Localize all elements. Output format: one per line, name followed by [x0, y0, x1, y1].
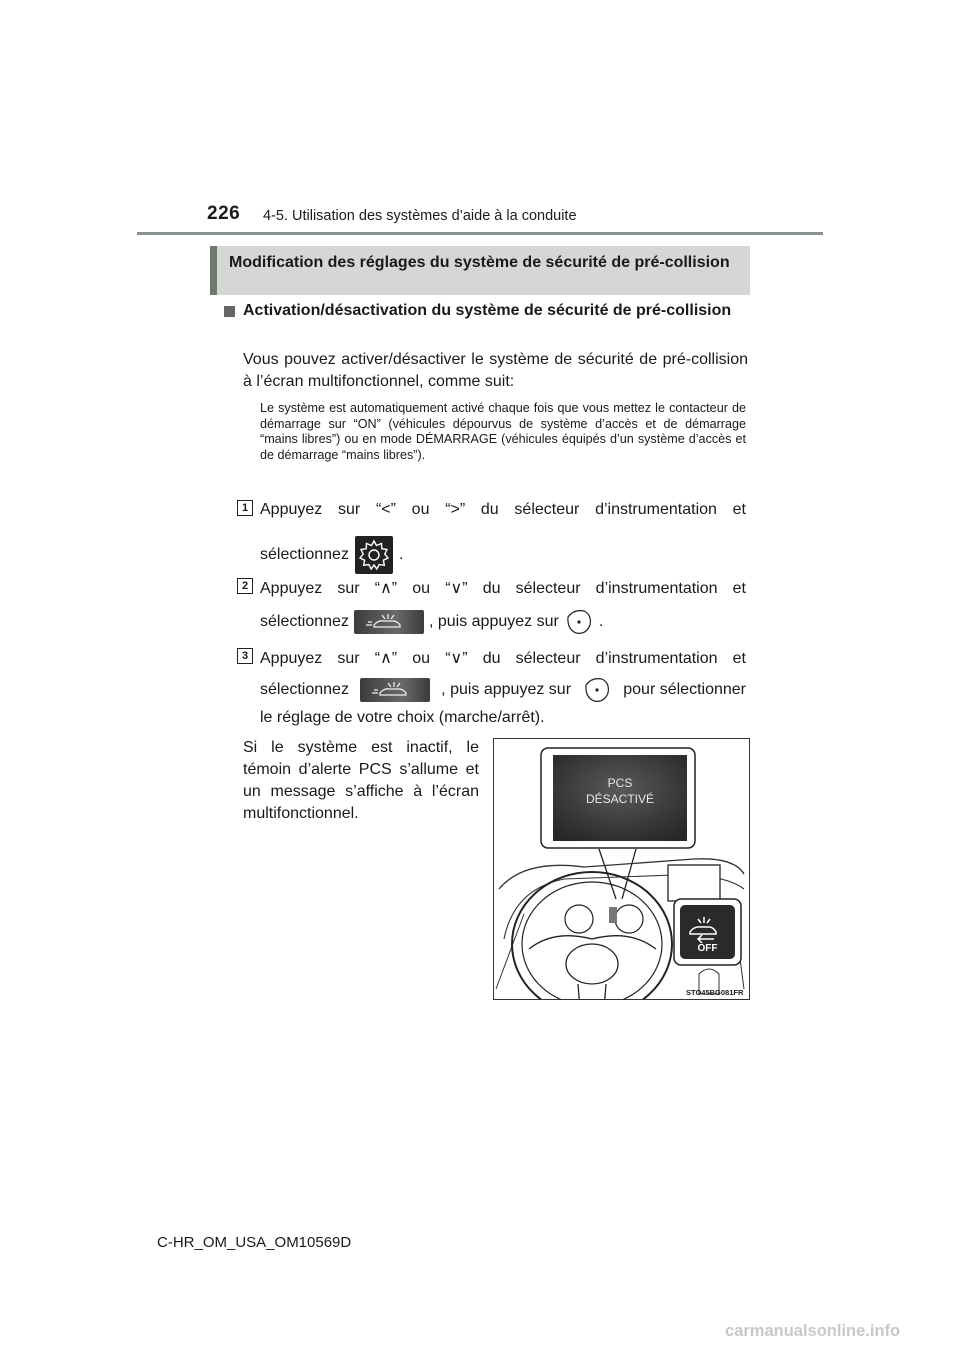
step-2-select-label: sélectionnez [260, 613, 349, 630]
step-1-line1: Appuyez sur “<” ou “>” du sélecteur d’instrumentation et [260, 501, 746, 518]
section-heading [210, 246, 750, 295]
chapter-title: 4-5. Utilisation des systèmes d’aide à la conduite [263, 208, 577, 224]
settings-gear-icon [355, 536, 393, 574]
watermark: carmanualsonline.info [725, 1322, 901, 1340]
off-switch-label: OFF [697, 943, 718, 954]
header-divider [137, 232, 823, 235]
display-line1: PCS [607, 776, 633, 790]
step-3-to-select: pour sélectionner [623, 681, 746, 698]
step-3-line1: Appuyez sur “∧” ou “∨” du sélecteur d’instrumentation et [260, 650, 746, 667]
subsection-title: Activation/désactivation du système de sécurité de pré-collision [243, 302, 732, 319]
document-code: C-HR_OM_USA_OM10569D [157, 1234, 352, 1251]
section-title: Modification des réglages du système de sécurité de pré-collision [229, 254, 730, 271]
subsection-heading [224, 300, 748, 322]
step-number-1: 1 [237, 500, 253, 516]
pcs-setting-icon [354, 610, 424, 634]
step-2-then-press: , puis appuyez sur [428, 613, 559, 630]
step-1 [260, 499, 746, 575]
step-3 [260, 648, 746, 729]
step-3-line3: le réglage de votre choix (marche/arrêt). [260, 709, 545, 726]
step-3-then-press: , puis appuyez sur [441, 681, 572, 698]
ok-button-icon [582, 675, 612, 705]
step-1-select-label: sélectionnez [260, 546, 349, 563]
square-bullet-icon [224, 306, 235, 317]
step-1-period: . [398, 546, 404, 563]
ok-button-icon [564, 607, 594, 637]
intro-paragraph: Vous pouvez activer/désactiver le système de sécurité de pré-collision à l’écran multifonctionnel, comme suit: [243, 351, 748, 390]
step-3-select-label: sélectionnez [260, 681, 349, 698]
step-number-3: 3 [237, 648, 253, 664]
step-2 [260, 578, 746, 638]
display-line2: DÉSACTIVÉ [585, 792, 654, 806]
closing-paragraph: Si le système est inactif, le témoin d’alerte PCS s’allume et un message s’affiche à l’écran multifonctionnel. [243, 739, 479, 822]
dashboard-illustration [493, 738, 750, 1000]
note-paragraph: Le système est automatiquement activé chaque fois que vous mettez le contacteur de démarrage sur “ON” (véhicules dépourvus de système d’accès et de démarrage “mains libres”) ou en mode DÉMARRAGE (véhicules équipés d’un système d’accès et de démarrage “mains libres”). [260, 401, 746, 462]
page-number: 226 [207, 203, 241, 224]
step-2-line1: Appuyez sur “∧” ou “∨” du sélecteur d’instrumentation et [260, 580, 746, 597]
step-2-period: . [598, 613, 604, 630]
figure-code: STO45BG081FR [686, 988, 744, 997]
pcs-setting-icon [360, 678, 430, 702]
pcs-display-message [553, 775, 687, 807]
step-number-2: 2 [237, 578, 253, 594]
